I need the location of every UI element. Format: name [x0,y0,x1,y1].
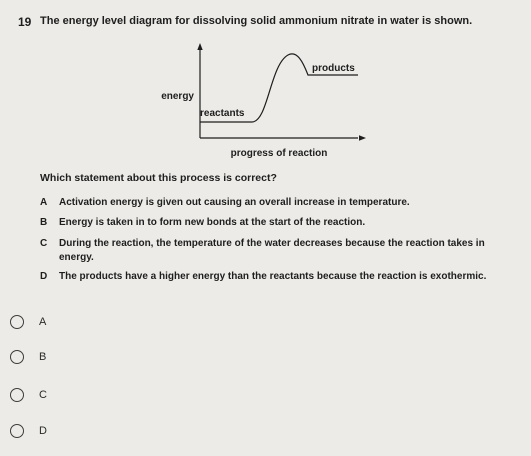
question-number: 19 [18,15,32,29]
statement-text: Activation energy is given out causing an overall increase in temperature. [59,197,410,208]
x-axis-label: progress of reaction [230,148,328,159]
x-axis-arrow-icon [359,135,366,140]
radio-button[interactable] [10,350,24,364]
energy-level-diagram [0,0,531,170]
statement-text: During the reaction, the temperature of the water decreases because the reaction takes in energy. [59,238,485,263]
answer-option-label: C [39,389,47,401]
statement-d [40,270,520,284]
answer-option-label: A [39,316,47,328]
statement-letter: D [40,271,48,282]
y-axis-arrow-icon [197,43,202,50]
answer-option-a[interactable] [10,311,46,333]
statement-text: The products have a higher energy than the reactants because the reaction is exothermic. [59,271,487,282]
statement-letter: C [40,238,48,249]
statement-c [40,237,520,265]
statement-letter: A [40,197,48,208]
statement-letter: B [40,217,48,228]
reactants-label: reactants [200,108,245,119]
radio-button[interactable] [10,315,24,329]
question-text: The energy level diagram for dissolving solid ammonium nitrate in water is shown. [40,15,473,27]
radio-button[interactable] [10,388,24,402]
radio-button[interactable] [10,424,24,438]
answer-option-d[interactable] [10,420,47,442]
statement-text: Energy is taken in to form new bonds at the start of the reaction. [59,217,366,228]
statement-b [40,216,520,230]
answer-option-b[interactable] [10,346,46,368]
products-label: products [312,63,355,74]
statement-a [40,196,520,210]
answer-option-label: D [39,425,47,437]
question-prompt: Which statement about this process is correct? [40,172,277,184]
y-axis-label: energy [161,91,194,102]
answer-option-label: B [39,351,47,363]
answer-option-c[interactable] [10,384,47,406]
